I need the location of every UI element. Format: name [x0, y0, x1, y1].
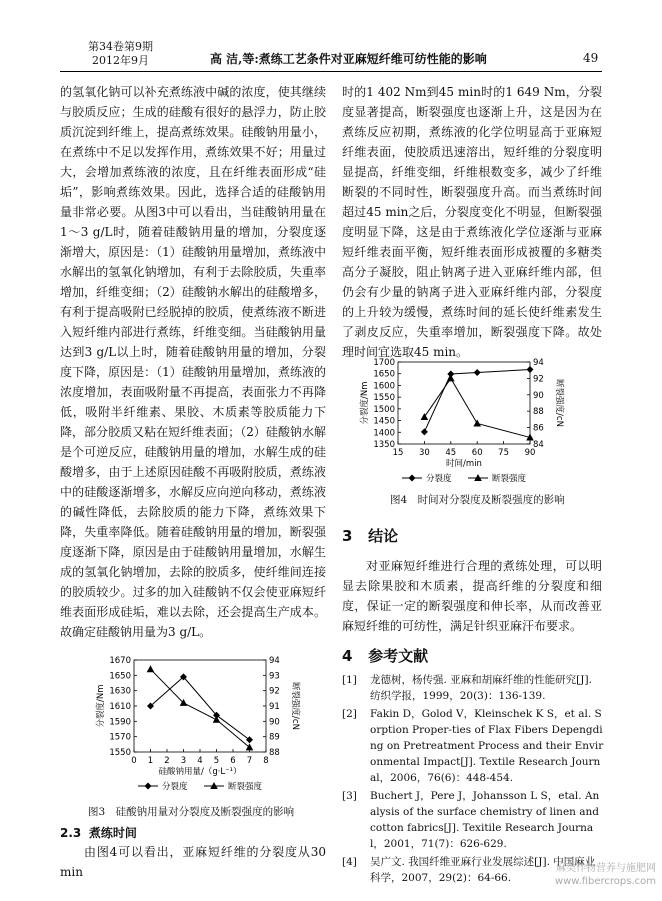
y-tick-label: 1600 [373, 381, 395, 392]
section-3-heading [342, 525, 398, 546]
y-tick-label: 1550 [373, 393, 395, 404]
section-title: 参考文献 [368, 647, 429, 665]
watermark [555, 862, 656, 888]
section-title: 结论 [368, 527, 399, 545]
body-paragraph: 的氢氧化钠可以补充煮练液中碱的浓度，使其继续与胶质反应；生成的硅酸有很好的悬浮力，防止胶质沉淀到纤维上，提高煮练效果。硅酸钠用量小，在煮练中不足以发挥作用，煮练效果不好；用量过大，会增加煮练液的浓度，且在纤维表面形成“硅垢”，影响煮练效果。因此，选择合适的硅酸钠用量非常必要。从图3中可以看出，当硅酸钠用量在1～3 g/L时，随着硅酸钠用量的增加，分裂度逐渐增大，原因是：（1）硅酸钠用量增加，煮练液中水解出的氢氧化钠增加，有利于去除胶质，失重率增加，纤维变细；（2）硅酸钠水解出的硅酸增多，有利于提高吸附已经脱掉的胶质，使煮练液不断进入短纤维内部进行煮练，纤维变细。当硅酸钠用量达到3 g/L以上时，随着硅酸钠用量的增加，分裂度下降，原因是：（1）硅酸钠用量增加，煮练液的浓度增加，表面吸附量不再提高，表面张力不再降低，吸附半纤维素、果胶、木质素等胶质能力下降，部分胶质又粘在短纤维表面；（2）硅酸钠水解是个可逆反应，硅酸钠用量的增加，水解生成的硅酸增多，由于上述原因硅酸不再吸附胶质，煮练液中的硅酸逐渐增多，水解反应向逆向移动，煮练液的碱性降低，去除胶质的能力下降，煮练效果下降，失重率降低。随着硅酸钠用量的增加，断裂强度逐渐下降，原因是由于硅酸钠用量增加，水解生成的氢氧化钠增加，去除的胶质多，使纤维间连接的胶质较少。过多的加入硅酸钠不仅会使亚麻短纤维表面形成硅垢，难以去除，还会提高生产成本。故确定硅酸钠用量为3 g/L。 [60, 85, 326, 639]
x-tick-label: 15 [392, 448, 404, 458]
y-tick-label: 1630 [109, 686, 131, 697]
data-point-triangle [246, 743, 254, 750]
x-tick-label: 60 [471, 448, 483, 458]
data-point-diamond [145, 783, 152, 790]
legend-label: 分裂度 [426, 474, 452, 484]
series-line [424, 378, 530, 437]
y-axis-label: 分裂度/Nm [96, 684, 106, 728]
conclusion-text [342, 556, 602, 636]
body-paragraph: 由图4可以看出，亚麻短纤维的分裂度从30 min [60, 845, 326, 879]
series-line [151, 669, 250, 747]
y2-tick-label: 90 [533, 390, 544, 401]
data-point-triangle [473, 420, 481, 427]
issue-date: 2012年9月 [92, 54, 149, 67]
legend-label: 分裂度 [162, 782, 188, 792]
x-tick-label: 45 [445, 448, 457, 458]
x-tick-label: 90 [524, 448, 536, 458]
x-tick-label: 2 [164, 756, 170, 766]
y2-tick-label: 90 [269, 717, 280, 728]
subsection-title: 煮练时间 [88, 826, 137, 840]
body-paragraph: 时的1 402 Nm到45 min时的1 649 Nm，分裂度显著提高，断裂强度也逐渐上升，这是因为在煮练反应初期，煮练液的化学位明显高于亚麻短纤维表面，使胶质迅速溶出，短纤维的分裂度明显提高，纤维变细，纤维根数变多，减少了纤维断裂的不同时性，断裂强度升高。而当煮练时间超过45 min之后，分裂度变化不明显，但断裂强度明显下降，这是由于煮练液化学位逐渐与亚麻短纤维表面平衡，短纤维表面形成被覆的多糖类高分子凝胶，阻止钠离子进入亚麻纤维内部，但仍会有少量的钠离子进入亚麻纤维内部，分裂度的上升较为缓慢，煮练时间的延长使纤维素发生了剥皮反应，失重率增加，断裂强度下降。故处理时间宜选取45 min。 [342, 85, 602, 359]
x-tick-label: 0 [131, 756, 137, 766]
y-tick-label: 1550 [109, 748, 131, 758]
y2-tick-label: 89 [269, 732, 280, 743]
watermark-line: www.fibercrops.com [554, 876, 656, 887]
y-tick-label: 1650 [109, 671, 131, 682]
section-number: 3 [342, 527, 353, 545]
data-point-diamond [409, 475, 416, 482]
x-axis-label: 时间/min [446, 459, 482, 469]
y-tick-label: 1570 [109, 732, 131, 743]
page-number: 49 [583, 51, 599, 65]
data-point-triangle [447, 374, 455, 381]
data-point-diamond [474, 369, 481, 376]
x-tick-label: 7 [246, 756, 253, 766]
legend-label: 断裂强度 [228, 782, 263, 792]
y-axis-label: 分裂度/Nm [360, 381, 370, 425]
data-point-diamond [421, 428, 428, 435]
x-tick-label: 30 [418, 448, 430, 458]
y-tick-label: 1350 [373, 440, 395, 450]
header-rule [60, 71, 602, 72]
x-axis-label: 硅酸钠用量/（g·L⁻¹） [158, 767, 242, 777]
reference-item: [4] 吴广文. 我国纤维亚麻行业发展综述[J]. 中国麻业科学，2007，29(2)：64-66. [342, 856, 596, 884]
figure-3-chart [60, 650, 326, 798]
y2-axis-label: 断裂强度/cN [290, 682, 300, 730]
y2-tick-label: 92 [533, 374, 544, 385]
y2-tick-label: 88 [533, 407, 544, 418]
figure-4-caption: 图4 时间对分裂度及断裂强度的影响 [390, 494, 565, 506]
subsection-text [60, 842, 326, 882]
section-number: 4 [342, 647, 353, 665]
legend-label: 断裂强度 [492, 474, 527, 484]
y2-axis-label: 断裂强度/cN [554, 379, 564, 427]
y2-tick-label: 94 [533, 358, 544, 368]
y2-tick-label: 92 [269, 686, 280, 697]
x-tick-label: 5 [213, 756, 220, 766]
y-tick-label: 1500 [373, 404, 395, 415]
right-column-text [342, 82, 602, 362]
running-header-issue [88, 40, 153, 68]
subsection-number: 2.3 [60, 826, 82, 840]
y2-tick-label: 84 [533, 440, 544, 450]
y-tick-label: 1610 [109, 702, 131, 712]
data-point-triangle [147, 665, 155, 672]
running-header-title: 高 洁,等:煮练工艺条件对亚麻短纤维可纺性能的影响 [210, 52, 487, 66]
x-tick-label: 4 [197, 756, 203, 766]
reference-item: [3] Buchert J，Pere J，Johansson L S，etal. Analysis of the surface chemistry of linen and cotton fabrics[J]. Texitile Research Journal，2001，71(7)：626-629. [342, 790, 600, 850]
section-4-heading [342, 645, 428, 666]
x-tick-label: 75 [498, 448, 510, 458]
conclusion-paragraph: 对亚麻短纤维进行合理的煮练处理，可以明显去除果胶和木质素，提高纤维的分裂度和细度，保证一定的断裂强度和伸长率，从而改善亚麻短纤维的可纺性，满足针织亚麻汗布要求。 [342, 559, 602, 633]
y-tick-label: 1670 [109, 656, 131, 666]
reference-list [342, 672, 604, 888]
data-point-diamond [246, 736, 253, 743]
figure-4-chart [342, 352, 602, 488]
watermark-line: 麻类作物营养与施肥网 [556, 863, 656, 874]
subsection-2-3-heading [60, 824, 137, 841]
y2-tick-label: 93 [269, 671, 280, 682]
reference-item: [1] 龙德树，杨传强. 亚麻和胡麻纤维的性能研究[J]. 纺织学报，1999，20(3)：136-139. [342, 674, 592, 702]
left-column-text [60, 82, 326, 642]
x-tick-label: 1 [147, 756, 154, 766]
y-tick-label: 1450 [373, 416, 395, 427]
y2-tick-label: 94 [269, 656, 280, 666]
y-tick-label: 1400 [373, 428, 395, 439]
y-tick-label: 1700 [373, 358, 395, 368]
y2-tick-label: 88 [269, 748, 280, 758]
figure-3-caption: 图3 硅酸钠用量对分裂度及断裂强度的影响 [88, 806, 295, 818]
x-tick-label: 8 [263, 756, 269, 766]
y2-tick-label: 86 [533, 423, 544, 434]
series-line [151, 677, 250, 740]
y2-tick-label: 91 [269, 702, 280, 712]
reference-item: [2] Fakin D，Golod V，Kleinschek K S，et al. Sorption Proper-ties of Flax Fibers Depengding on Pretreatment Process and their Environmental Impact[J]. Textile Research Journal，2006，76(6)：448-454. [342, 708, 604, 784]
x-tick-label: 6 [230, 756, 236, 766]
y-tick-label: 1590 [109, 717, 131, 728]
data-point-triangle [421, 413, 429, 420]
volume-issue: 第34卷第9期 [88, 40, 153, 53]
y-tick-label: 1650 [373, 369, 395, 380]
x-tick-label: 3 [180, 756, 187, 766]
